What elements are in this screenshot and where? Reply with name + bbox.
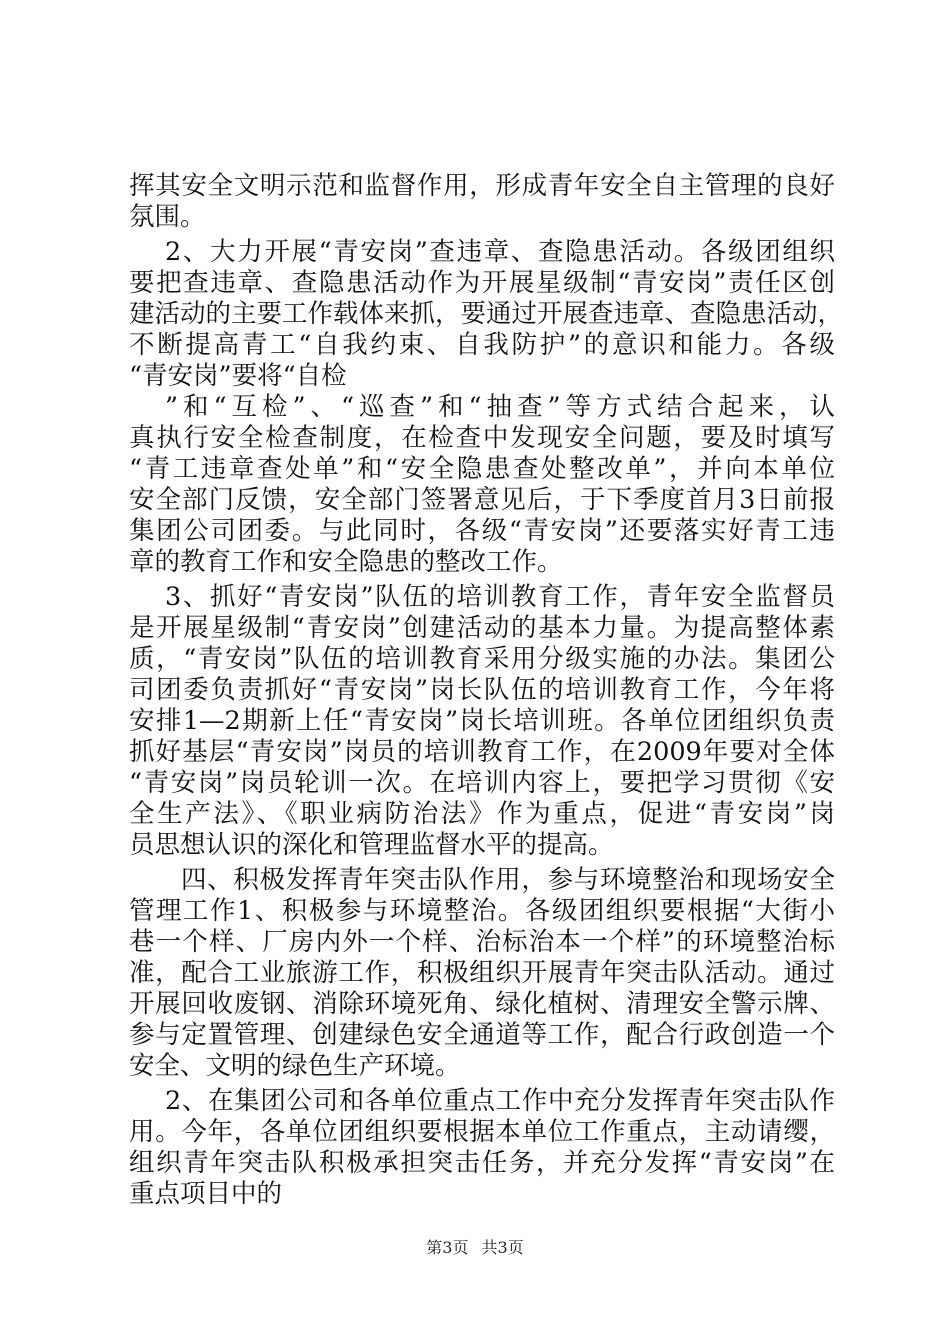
text-line: “青工违章查处单”和“安全隐患查处整改单”，并向本单位: [129, 454, 835, 484]
text-line: 建活动的主要工作载体来抓，要通过开展查违章、查隐患活动，: [129, 299, 844, 329]
text-line: 3、抓好“青安岗”队伍的培训教育工作，青年安全监督员: [165, 582, 835, 612]
text-line: 是开展星级制“青安岗”创建活动的基本力量。为提高整体素: [129, 613, 835, 643]
text-line: 集团公司团委。与此同时，各级“青安岗”还要落实好青工违: [129, 516, 835, 546]
text-line: 组织青年突击队积极承担突击任务，并充分发挥“青安岗”在: [129, 1148, 835, 1178]
text-line: 章的教育工作和安全隐患的整改工作。: [129, 547, 563, 577]
text-line: 用。今年，各单位团组织要根据本单位工作重点，主动请缨，: [129, 1117, 835, 1147]
page-number: 第3页: [426, 1238, 469, 1257]
page-footer: [0, 1238, 950, 1258]
text-line: 不断提高青工“自我约束、自我防护”的意识和能力。各级: [129, 330, 835, 360]
text-line: 氛围。: [129, 202, 206, 232]
text-line: 准，配合工业旅游工作，积极组织开展青年突击队活动。通过: [129, 958, 835, 988]
text-line: 开展回收废钢、消除环境死角、绿化植树、清理安全警示牌、: [129, 989, 835, 1019]
text-line: 员思想认识的深化和管理监督水平的提高。: [129, 830, 614, 860]
text-line: 要把查违章、查隐患活动作为开展星级制“青安岗”责任区创: [129, 268, 835, 298]
text-line: 司团委负责抓好“青安岗”岗长队伍的培训教育工作，今年将: [129, 675, 835, 705]
text-line: ”和“互检”、“巡查”和“抽查”等方式结合起来，认: [165, 392, 835, 422]
text-line: 安排1—2期新上任“青安岗”岗长培训班。各单位团组织负责: [129, 706, 835, 736]
document-body: [129, 171, 844, 1210]
text-line: 安全部门反馈，安全部门签署意见后，于下季度首月3日前报: [129, 485, 835, 515]
text-line: 挥其安全文明示范和监督作用，形成青年安全自主管理的良好: [129, 171, 835, 201]
text-line: “青安岗”岗员轮训一次。在培训内容上，要把学习贯彻《安: [129, 768, 835, 798]
text-line: 巷一个样、厂房内外一个样、治标治本一个样”的环境整治标: [129, 927, 835, 957]
text-line: 抓好基层“青安岗”岗员的培训教育工作，在2009年要对全体: [129, 737, 835, 767]
page-total: 共3页: [481, 1238, 524, 1257]
text-line: 安全、文明的绿色生产环境。: [129, 1051, 461, 1081]
text-line: 四、积极发挥青年突击队作用，参与环境整治和现场安全: [181, 865, 835, 895]
text-line: 参与定置管理、创建绿色安全通道等工作，配合行政创造一个: [129, 1020, 835, 1050]
text-line: 质，“青安岗”队伍的培训教育采用分级实施的办法。集团公: [129, 644, 835, 674]
text-line: “青安岗”要将“自检: [129, 361, 347, 391]
text-line: 全生产法》、《职业病防治法》作为重点，促进“青安岗”岗: [129, 799, 835, 829]
text-line: 重点项目中的: [129, 1179, 283, 1209]
text-line: 2、大力开展“青安岗”查违章、查隐患活动。各级团组织: [165, 237, 835, 267]
text-line: 管理工作1、积极参与环境整治。各级团组织要根据“大街小: [129, 896, 835, 926]
text-line: 真执行安全检查制度，在检查中发现安全问题，要及时填写: [129, 423, 835, 453]
text-line: 2、在集团公司和各单位重点工作中充分发挥青年突击队作: [165, 1086, 835, 1116]
